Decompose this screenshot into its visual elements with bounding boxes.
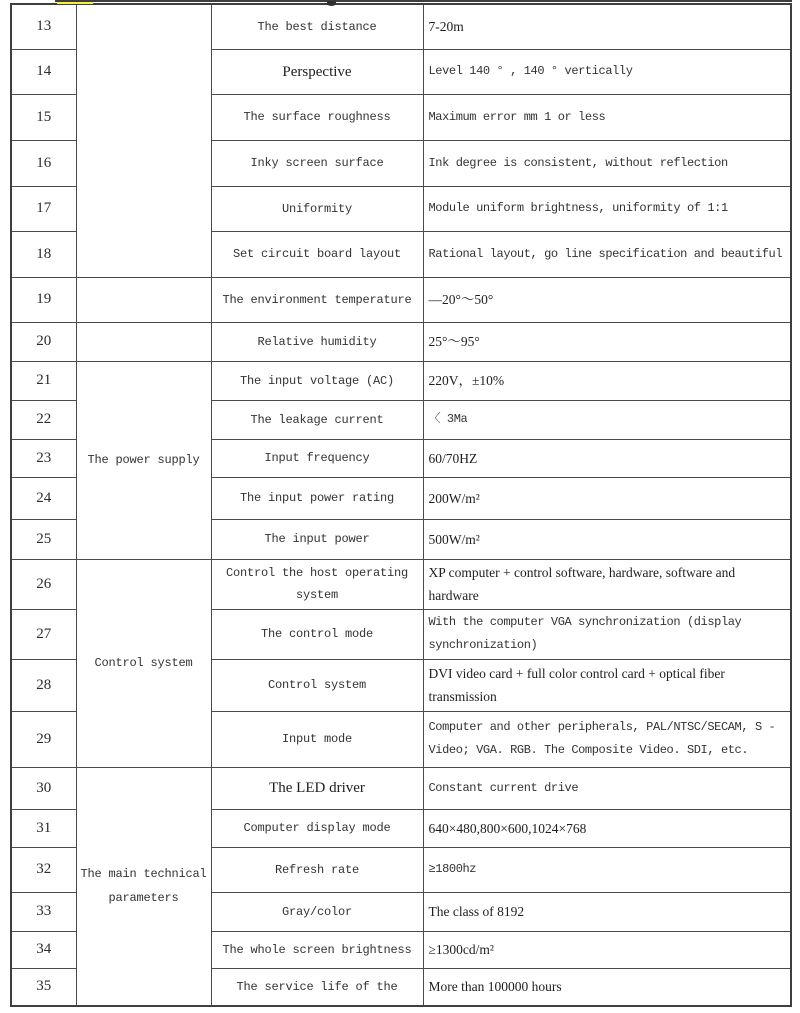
category-cell [76,322,211,361]
parameter-cell: The whole screen brightness [211,931,423,968]
category-cell: The main technical parameters [76,767,211,1006]
value-cell: Constant current drive [423,767,791,809]
row-number-cell: 23 [11,439,76,477]
row-number-cell: 17 [11,186,76,231]
row-number-cell: 31 [11,809,76,847]
parameter-cell: Uniformity [211,186,423,231]
table-row [11,559,791,609]
parameter-cell: The input voltage (AC) [211,361,423,400]
category-cell: Control system [76,559,211,767]
value-cell: With the computer VGA synchronization (display synchronization) [423,609,791,659]
row-number-cell: 20 [11,322,76,361]
category-cell [76,277,211,322]
table-row [11,767,791,809]
value-cell: 〈 3Ma [423,400,791,439]
value-cell: 640×480,800×600,1024×768 [423,809,791,847]
value-cell: 7-20m [423,4,791,49]
row-number-cell: 22 [11,400,76,439]
table-row [11,277,791,322]
text-descender-mark [327,1,336,6]
parameter-cell: Input mode [211,711,423,767]
value-cell: Rational layout, go line specification and beautiful [423,231,791,277]
parameter-cell: The control mode [211,609,423,659]
value-cell: 60/70HZ [423,439,791,477]
row-number-cell: 26 [11,559,76,609]
parameter-cell: Computer display mode [211,809,423,847]
parameter-cell: The input power rating [211,477,423,519]
parameter-cell: Refresh rate [211,847,423,892]
parameter-cell: Gray/color [211,892,423,931]
row-number-cell: 33 [11,892,76,931]
row-number-cell: 19 [11,277,76,322]
value-cell: DVI video card + full color control card + optical fiber transmission [423,659,791,711]
row-number-cell: 13 [11,4,76,49]
row-number-cell: 15 [11,94,76,140]
parameter-cell: The service life of the [211,968,423,1006]
value-cell: Computer and other peripherals, PAL/NTSC/SECAM, S - Video; VGA. RGB. The Composite Video. SDI, etc. [423,711,791,767]
value-cell: ≥1800hz [423,847,791,892]
row-number-cell: 18 [11,231,76,277]
row-number-cell: 30 [11,767,76,809]
row-number-cell: 27 [11,609,76,659]
parameter-cell: Input frequency [211,439,423,477]
parameter-cell: Inky screen surface [211,140,423,186]
parameter-cell: The LED driver [211,767,423,809]
value-cell: 25°～95° [423,322,791,361]
parameter-cell: Perspective [211,49,423,94]
parameter-cell: The environment temperature [211,277,423,322]
parameter-cell: The leakage current [211,400,423,439]
value-cell: ≥1300cd/m² [423,931,791,968]
table-row [11,361,791,400]
value-cell: Maximum error mm 1 or less [423,94,791,140]
value-cell: —20°～50° [423,277,791,322]
value-cell: 220V，±10% [423,361,791,400]
parameter-cell: The input power [211,519,423,559]
row-number-cell: 25 [11,519,76,559]
value-cell: Ink degree is consistent, without reflection [423,140,791,186]
value-cell: XP computer + control software, hardware, software and hardware [423,559,791,609]
parameter-cell: The best distance [211,4,423,49]
parameter-cell: Control the host operating system [211,559,423,609]
parameter-cell: The surface roughness [211,94,423,140]
value-cell: 200W/m² [423,477,791,519]
row-number-cell: 14 [11,49,76,94]
row-number-cell: 16 [11,140,76,186]
row-number-cell: 29 [11,711,76,767]
table-row [11,4,791,49]
value-cell: 500W/m² [423,519,791,559]
category-cell: The power supply [76,361,211,559]
parameter-cell: Control system [211,659,423,711]
row-number-cell: 24 [11,477,76,519]
value-cell: The class of 8192 [423,892,791,931]
value-cell: More than 100000 hours [423,968,791,1006]
row-number-cell: 28 [11,659,76,711]
value-cell: Level 140 ° , 140 ° vertically [423,49,791,94]
value-cell: Module uniform brightness, uniformity of 1:1 [423,186,791,231]
row-number-cell: 35 [11,968,76,1006]
table-row [11,322,791,361]
row-number-cell: 34 [11,931,76,968]
row-number-cell: 32 [11,847,76,892]
category-cell [76,4,211,277]
spec-table [10,3,792,1007]
cropped-text-band [55,0,792,2]
spec-table-body [11,4,791,1006]
row-number-cell: 21 [11,361,76,400]
parameter-cell: Relative humidity [211,322,423,361]
parameter-cell: Set circuit board layout [211,231,423,277]
